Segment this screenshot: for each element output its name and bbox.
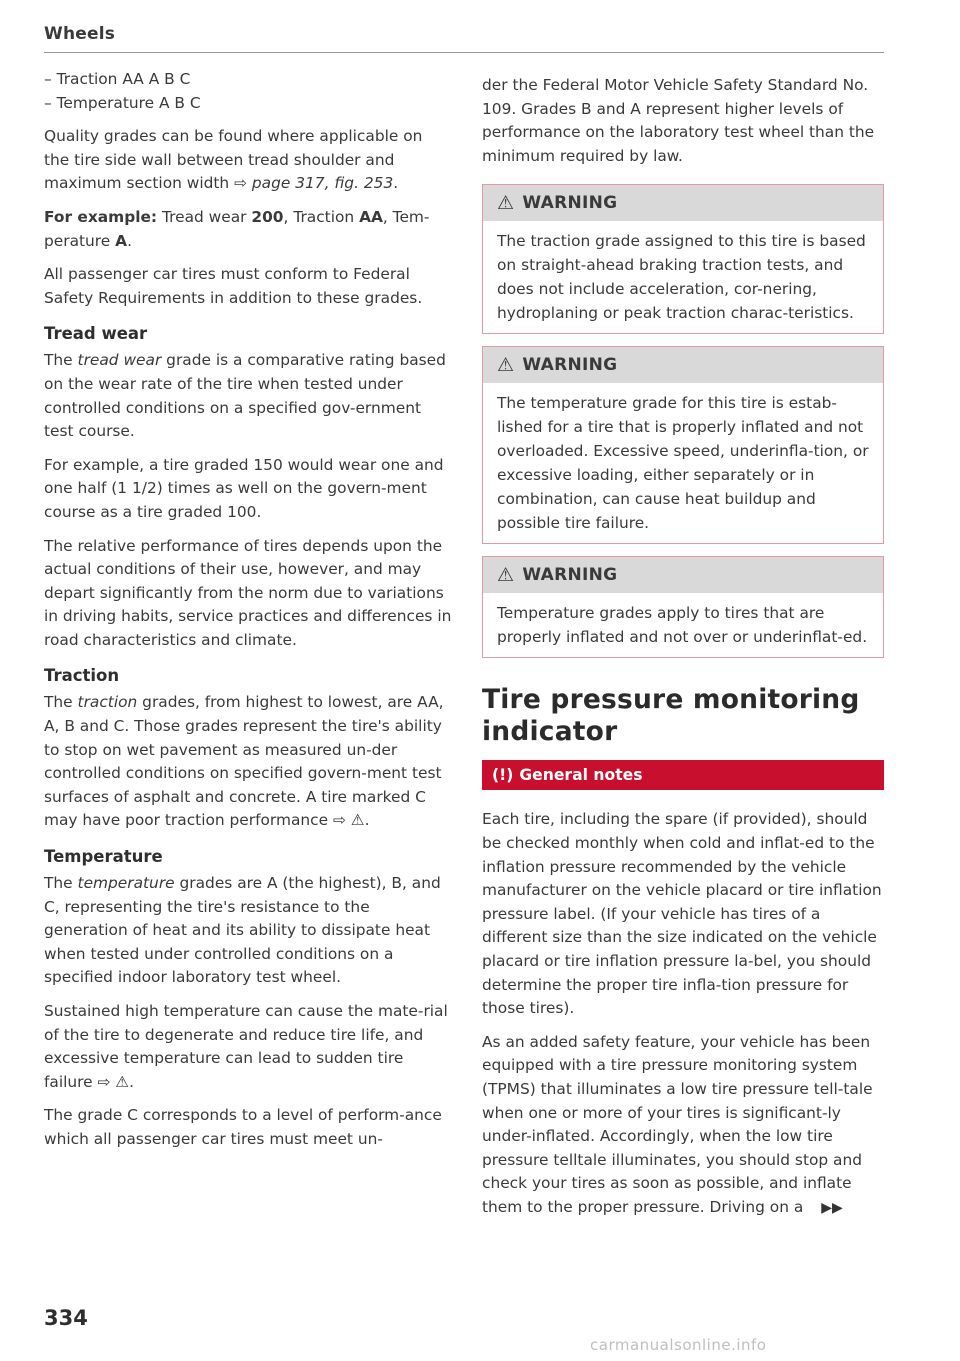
warning-box-inflation	[482, 556, 884, 658]
traction-heading: Traction	[44, 666, 120, 686]
left-column	[44, 68, 452, 1162]
tread-wear-paragraph	[44, 349, 452, 443]
tire-check-paragraph: Each tire, including the spare (if provided), should be checked monthly when cold and inflat-ed to the inflation pressure recommended by the vehicle manufacturer on the vehicle placard or tire inflation pressure label. (If your vehicle has tires of a different size than the size indicated on the vehicle placard or tire inflation pressure la-bel, you should determine the proper tire infla-tion pressure for those tires).	[482, 810, 882, 1018]
temperature-text-2: grades are A (the highest), B, and C, representing the tire's resistance to the generation of heat and its ability to dissipate heat when tested under controlled conditions on a specified indoor laboratory test wheel.	[44, 874, 441, 987]
warning-triangle-icon: ⚠	[497, 191, 515, 214]
warning-title: WARNING	[522, 355, 618, 376]
warning-header	[483, 557, 883, 593]
temperature-text-1: The	[44, 874, 78, 893]
example-text-3: , Tem-perature	[44, 207, 430, 250]
warning-triangle-icon: ⚠	[497, 563, 515, 586]
grade-c-paragraph: The grade C corresponds to a level of perform-ance which all passenger car tires must meet un-	[44, 1106, 442, 1148]
traction-text-1: The	[44, 693, 78, 712]
federal-requirements-paragraph: All passenger car tires must conform to Federal Safety Requirements in addition to these grades.	[44, 265, 423, 307]
warning-text: The temperature grade for this tire is estab-lished for a tire that is properly inflated and not overloaded. Excessive speed, underinfla-tion, or excessive loading, either separately or in combination, can cause heat buildup and possible tire failure.	[497, 394, 869, 533]
general-notes-label: General notes	[519, 766, 643, 785]
tpms-paragraph	[482, 1031, 884, 1221]
tpms-indicator-icon: (!)	[492, 766, 514, 785]
quality-grades-paragraph	[44, 125, 452, 196]
example-label: For example:	[44, 207, 158, 226]
quality-grades-text: Quality grades can be found where applicable on the tire side wall between tread shoulder and maximum section width	[44, 127, 423, 193]
example-bold-3: A	[115, 231, 128, 250]
warning-title: WARNING	[522, 193, 618, 214]
traction-warning-reference[interactable]: ⇨ ⚠.	[333, 811, 370, 830]
warning-header	[483, 347, 883, 383]
header-divider	[44, 52, 884, 53]
continued-arrow-icon: ▶▶	[821, 1199, 843, 1216]
example-text-2: , Traction	[283, 207, 360, 226]
tpms-text: As an added safety feature, your vehicle has been equipped with a tire pressure monitoring system (TPMS) that illuminates a low tire pressure tell-tale when one or more of your tires is significant-ly under-inflated. Accordingly, when the low tire pressure telltale illuminates, you should stop and check your tires as soon as possible, and inflate them to the proper pressure. Driving on a	[482, 1032, 873, 1216]
general-notes-bar	[482, 760, 884, 790]
tread-wear-heading: Tread wear	[44, 324, 148, 344]
right-column	[482, 74, 884, 1230]
traction-text-2: grades, from highest to lowest, are AA, A, B and C. Those grades represent the tire's ability to stop on wet pavement as measured un-der controlled conditions on specified govern-ment test surfaces of asphalt and concrete. A tire marked C may have poor traction performance	[44, 693, 444, 830]
relative-performance-paragraph: The relative performance of tires depends upon the actual conditions of their use, however, and may depart significantly from the norm due to variations in driving habits, service practices and differences in road characteristics and climate.	[44, 536, 452, 649]
page-reference-link[interactable]: ⇨ page 317, fig. 253	[234, 174, 394, 193]
example-bold-1: 200	[251, 207, 284, 226]
quality-grades-end: .	[393, 174, 399, 193]
sustained-temperature-text: Sustained high temperature can cause the mate-rial of the tire to degenerate and reduce tire life, and excessive temperature can lead to sudden tire failure	[44, 1002, 448, 1091]
tire-150-paragraph: For example, a tire graded 150 would wear one and one half (1 1/2) times as well on the govern-ment course as a tire graded 100.	[44, 455, 444, 521]
warning-triangle-icon: ⚠	[497, 353, 515, 376]
tread-wear-text-2: grade is a comparative rating based on the wear rate of the tire when tested under controlled conditions on a specified gov-ernment test course.	[44, 351, 446, 441]
example-bold-2: AA	[359, 207, 383, 226]
bullet-temperature: – Temperature A B C	[44, 93, 201, 112]
sustained-temperature-paragraph	[44, 1000, 452, 1094]
traction-italic: traction	[77, 693, 138, 712]
page-header-title: Wheels	[44, 24, 116, 44]
continued-paragraph: der the Federal Motor Vehicle Safety Standard No. 109. Grades B and A represent higher levels of performance on the laboratory test wheel than the minimum required by law.	[482, 76, 875, 165]
example-paragraph	[44, 206, 452, 253]
temperature-italic: temperature	[77, 874, 175, 893]
temperature-warning-reference[interactable]: ⇨ ⚠.	[97, 1072, 134, 1091]
warning-text: Temperature grades apply to tires that are properly inflated and not over or underinflat-ed.	[497, 604, 868, 647]
watermark-text: carmanualsonline.info	[590, 1336, 767, 1354]
example-text-1: Tread wear	[157, 207, 252, 226]
section-title: Tire pressure monitoring indicator	[482, 684, 860, 748]
bullet-traction: – Traction AA A B C	[44, 70, 191, 88]
traction-paragraph	[44, 691, 452, 833]
example-text-4: .	[127, 231, 132, 250]
warning-box-temperature	[482, 346, 884, 544]
temperature-paragraph	[44, 872, 452, 990]
tread-wear-text-1: The	[44, 351, 78, 370]
warning-box-traction	[482, 184, 884, 334]
page-number: 334	[44, 1306, 88, 1330]
temperature-heading: Temperature	[44, 847, 163, 867]
tread-wear-italic: tread wear	[77, 351, 162, 370]
warning-text: The traction grade assigned to this tire is based on straight-ahead braking traction tests, and does not include acceleration, cor-nering, hydroplaning or peak traction charac-teristics.	[497, 232, 866, 323]
warning-header	[483, 185, 883, 221]
warning-title: WARNING	[522, 565, 618, 586]
